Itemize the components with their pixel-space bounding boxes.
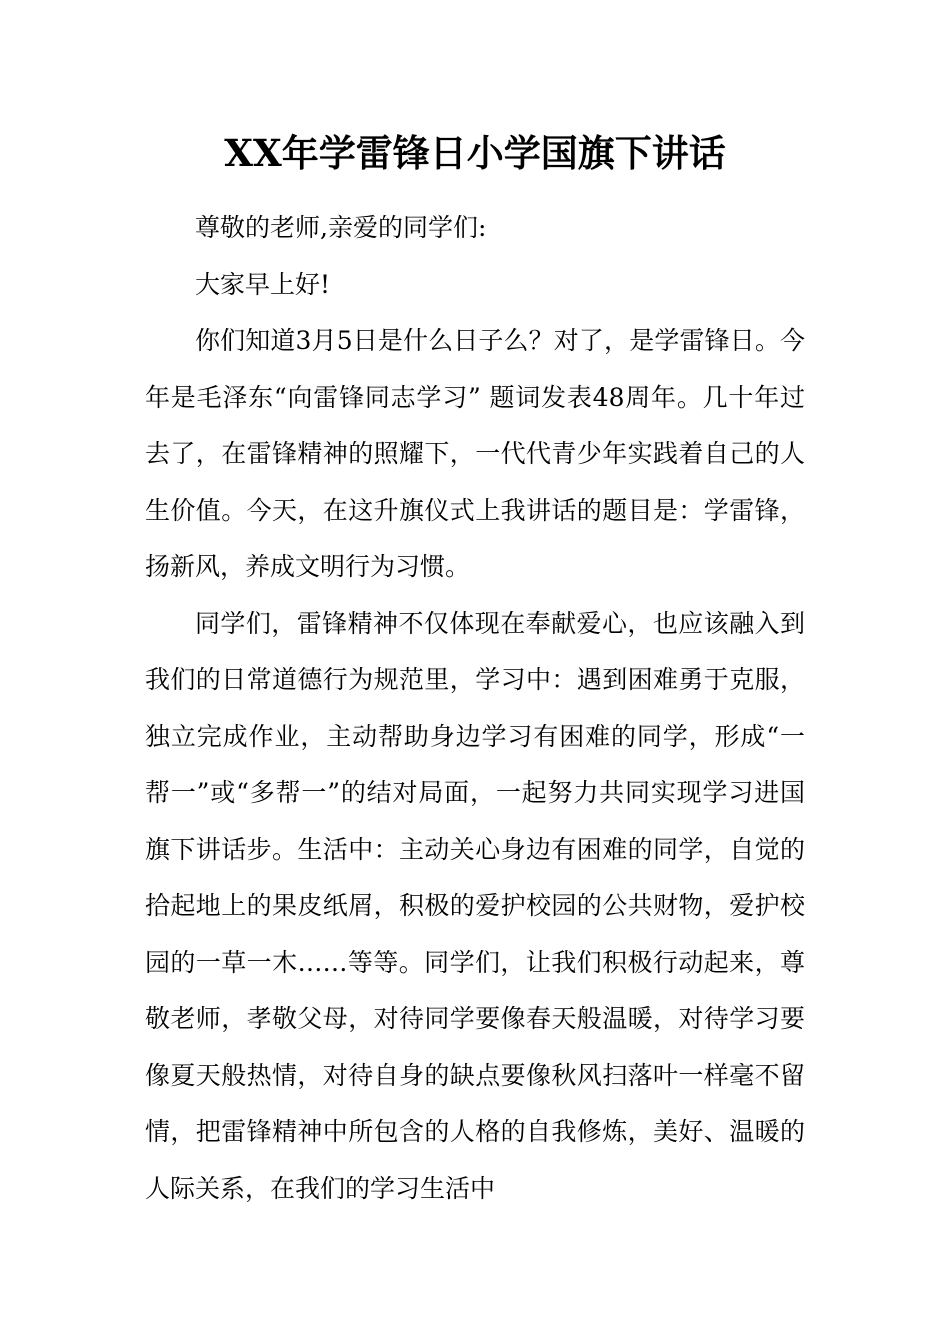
document-body [145,200,805,1217]
paragraph-body: 同学们，雷锋精神不仅体现在奉献爱心，也应该融入到我们的日常道德行为规范里，学习中：遇到困难勇于克服，独立完成作业，主动帮助身边学习有困难的同学，形成“一帮一”或“多帮一”的结对局面，一起努力共同实现学习进国旗下讲话步。生活中：主动关心身边有困难的同学，自觉的拾起地上的果皮纸屑，积极的爱护校园的公共财物，爱护校园的一草一木……等等。同学们，让我们积极行动起来，尊敬老师，孝敬父母，对待同学要像春天般温暖，对待学习要像夏天般热情，对待自身的缺点要像秋风扫落叶一样毫不留情，把雷锋精神中所包含的人格的自我修炼，美好、温暖的人际关系，在我们的学习生活中 [145,608,805,1203]
paragraph-greeting: 大家早上好! [195,269,331,299]
paragraph-intro: 你们知道3月5日是什么日子么？对了，是学雷锋日。今年是毛泽东“向雷锋同志学习” 题词发表48周年。几十年过去了，在雷锋精神的照耀下，一代代青少年实践着自己的人生价值。今天，在这升旗仪式上我讲话的题目是：学雷锋，扬新风，养成文明行为习惯。 [145,326,805,581]
paragraph-salutation: 尊敬的老师,亲爱的同学们: [195,213,487,242]
document-title: XX年学雷锋日小学国旗下讲话 [224,131,726,175]
